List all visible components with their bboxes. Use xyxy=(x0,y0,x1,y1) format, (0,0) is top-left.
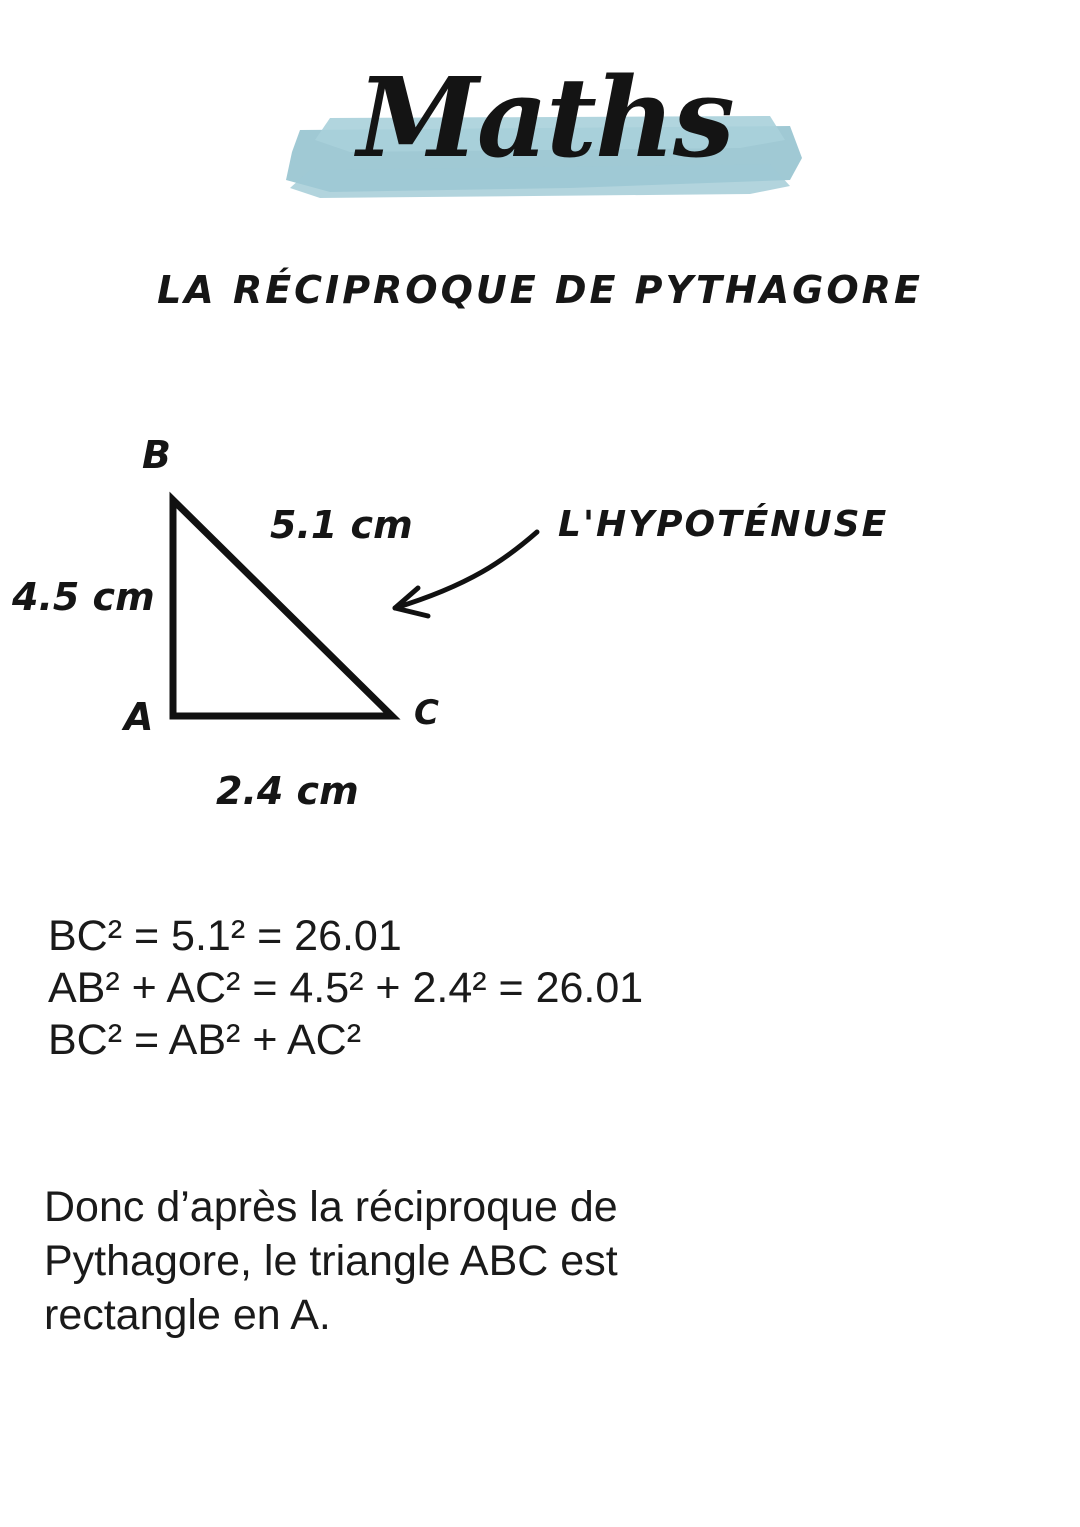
triangle-diagram xyxy=(0,410,1080,830)
vertex-label-c: C xyxy=(414,693,439,733)
page-title: Maths xyxy=(357,53,733,182)
side-label-ab: 4.5 cm xyxy=(12,575,155,619)
formula-line: BC² = AB² + AC² xyxy=(48,1016,362,1064)
side-label-ac: 2.4 cm xyxy=(216,769,359,813)
side-label-bc: 5.1 cm xyxy=(270,503,413,547)
title-banner xyxy=(270,30,820,230)
arrow-icon xyxy=(395,532,537,608)
vertex-label-b: B xyxy=(142,433,171,477)
conclusion-text: Donc d’après la réciproque de Pythagore, le triangle ABC est rectangle en A. xyxy=(44,1183,618,1339)
formula-block xyxy=(48,910,643,1066)
formula-line: BC² = 5.1² = 26.01 xyxy=(48,912,402,960)
formula-line: AB² + AC² = 4.5² + 2.4² = 26.01 xyxy=(48,964,644,1012)
hypotenuse-annotation: L'HYPOTÉNUSE xyxy=(558,504,889,545)
lesson-subtitle: LA RÉCIPROQUE DE PYTHAGORE xyxy=(157,268,923,312)
vertex-label-a: A xyxy=(124,695,154,739)
